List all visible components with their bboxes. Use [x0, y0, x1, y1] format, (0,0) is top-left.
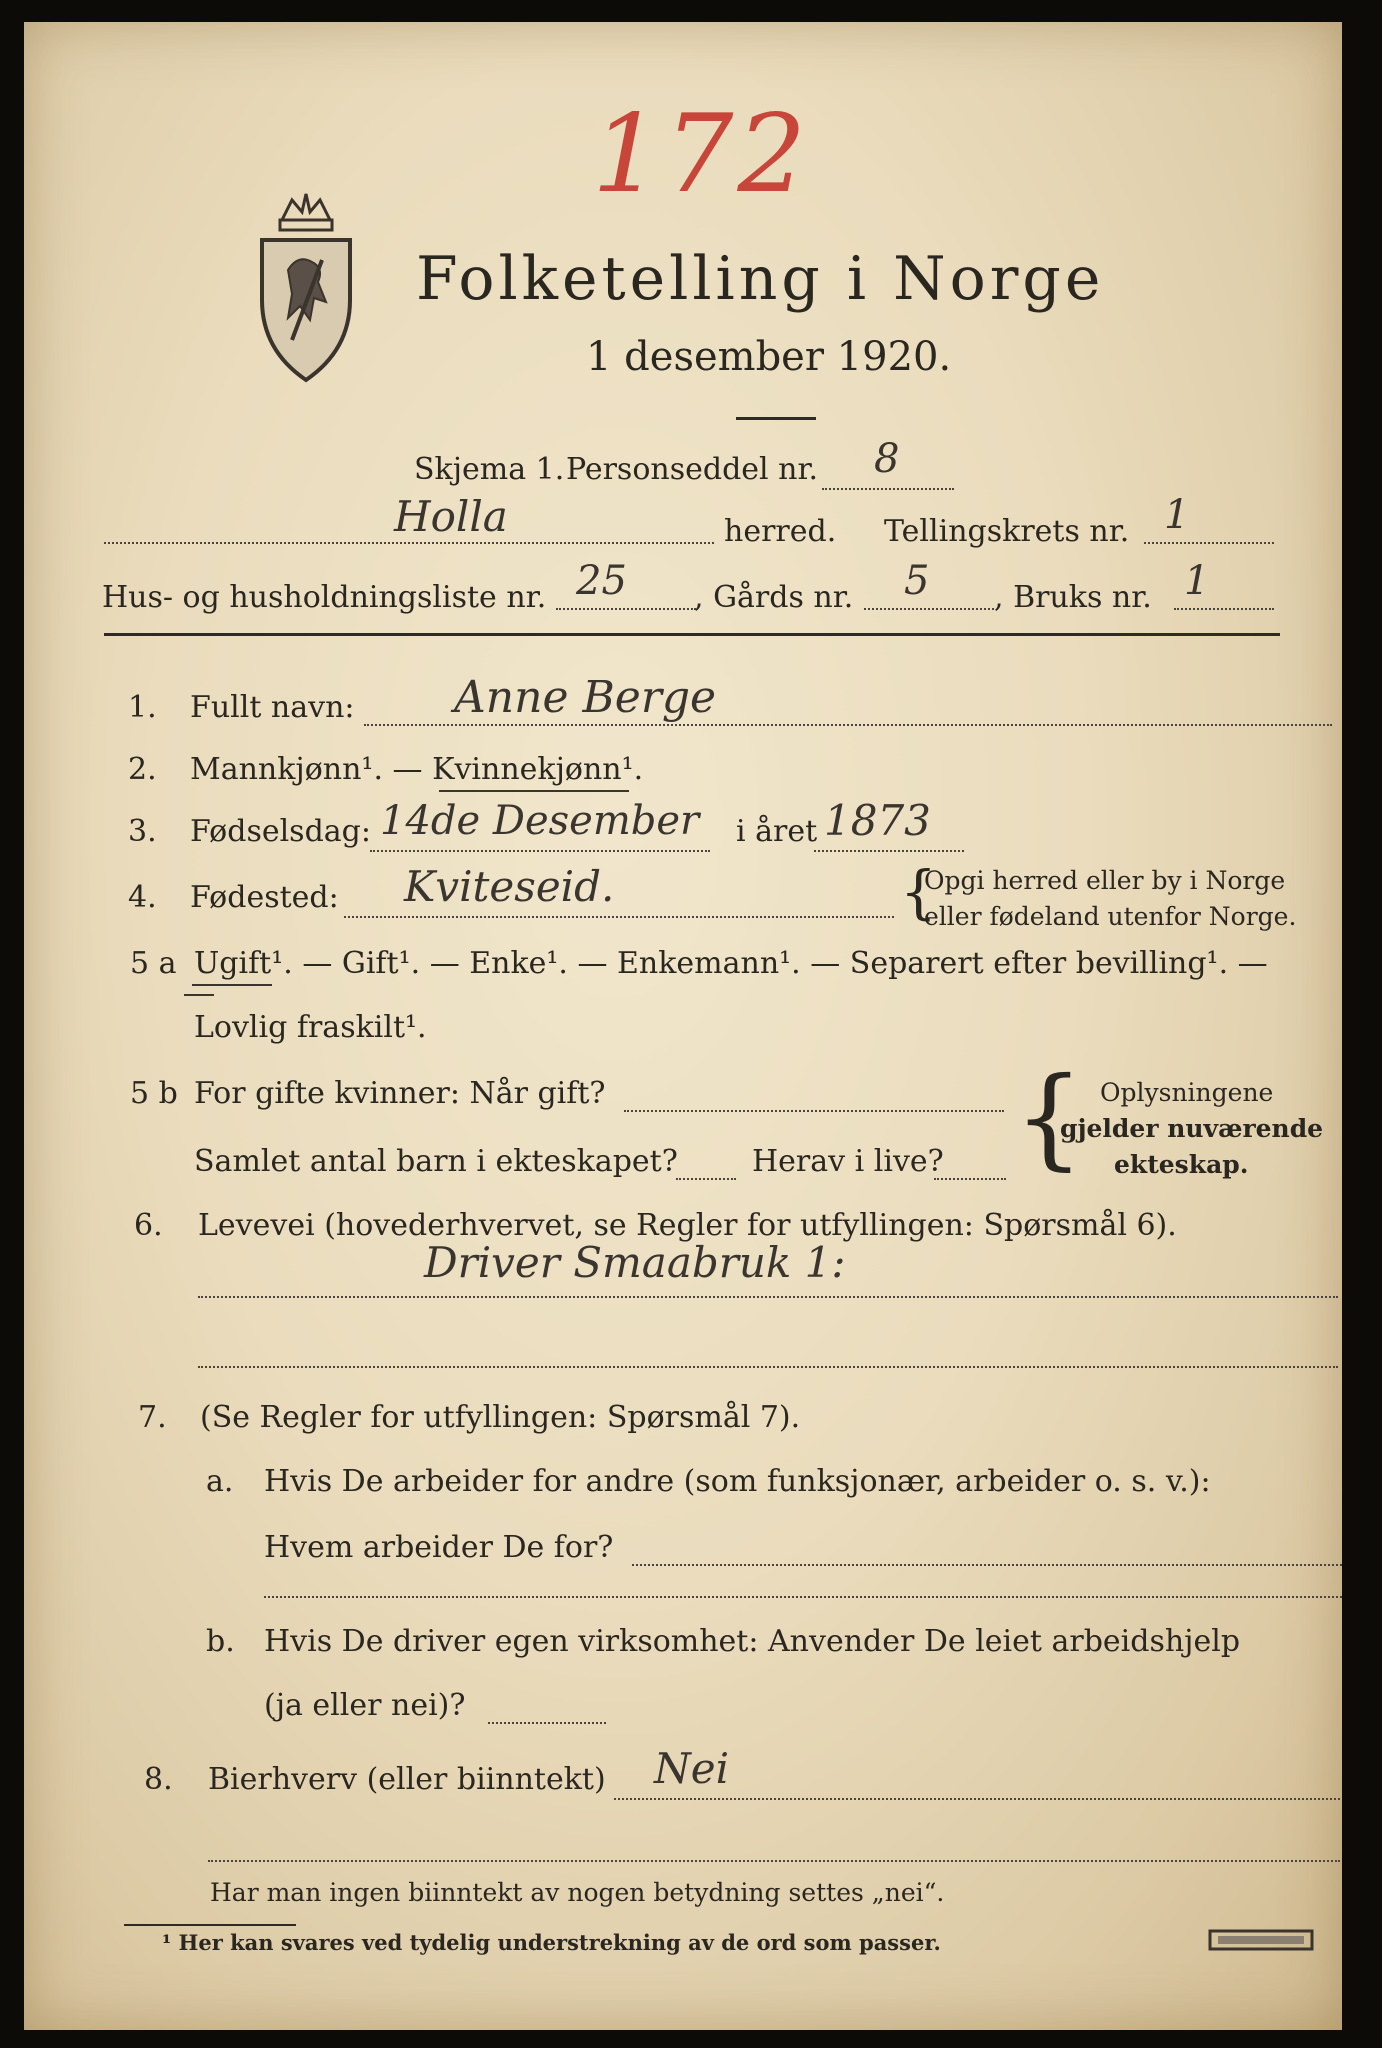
q5b-note-line-3: ekteskap.	[1114, 1150, 1249, 1179]
skjema-label: Skjema 1.	[414, 452, 565, 487]
hus-field-line	[556, 608, 696, 610]
header-double-rule-top	[104, 633, 1280, 636]
q7a-sub-label: Hvem arbeider De for?	[264, 1530, 614, 1565]
q8-label: Bierhverv (eller biinntekt)	[208, 1762, 606, 1797]
q3-year-field-line	[814, 850, 964, 852]
q4-field-line	[344, 916, 894, 918]
printer-mark-icon	[1208, 1928, 1314, 1952]
form-title: Folketelling i Norge	[416, 244, 1105, 314]
q6-number: 6.	[134, 1208, 163, 1243]
q3-value-birthday: 14de Desember	[380, 798, 700, 844]
gards-field-line	[864, 608, 994, 610]
q5b-label-when-married: For gifte kvinner: Når gift?	[194, 1076, 606, 1111]
q7b-letter: b.	[206, 1624, 235, 1659]
q8-field-line-2	[208, 1860, 1340, 1862]
q1-label: Fullt navn:	[190, 690, 355, 725]
q4-note-line-2: eller fødeland utenfor Norge.	[924, 902, 1297, 931]
q4-label: Fødested:	[190, 880, 339, 915]
q3-year-label: i året	[736, 814, 818, 849]
q3-field-line	[370, 850, 710, 852]
bruks-label: , Bruks nr.	[994, 580, 1152, 615]
q2-underline-kvinnekjonn	[439, 790, 629, 792]
q5b-note-brace: {	[1014, 1053, 1084, 1181]
gards-label: , Gårds nr.	[694, 580, 854, 615]
q7a-field-line-1	[632, 1564, 1342, 1566]
title-divider	[736, 417, 816, 420]
q5a-underline-ugift	[192, 984, 272, 986]
q7-label: (Se Regler for utfyllingen: Spørsmål 7).	[200, 1400, 801, 1435]
herred-value: Holla	[394, 492, 508, 541]
q1-number: 1.	[128, 690, 157, 725]
q5a-marital-options-line-2: Lovlig fraskilt¹.	[194, 1010, 427, 1045]
q3-year-value: 1873	[824, 796, 931, 845]
q7b-field-line	[488, 1722, 606, 1724]
q5b-label-children-total: Samlet antal barn i ekteskapet?	[194, 1144, 678, 1179]
q8-field-line	[614, 1798, 1340, 1800]
footnote-divider	[124, 1924, 296, 1926]
q6-value-occupation: Driver Smaabruk 1:	[424, 1238, 846, 1287]
q2-label-gender: Mannkjønn¹. — Kvinnekjønn¹.	[190, 752, 644, 787]
q7a-label: Hvis De arbeider for andre (som funksjonær, arbeider o. s. v.):	[264, 1464, 1211, 1499]
q5a-marital-options: Ugift¹. — Gift¹. — Enke¹. — Enkemann¹. — Separert efter bevilling¹. —	[194, 946, 1268, 981]
q4-value-birthplace: Kviteseid.	[404, 862, 615, 911]
bruks-value: 1	[1184, 558, 1210, 604]
herred-field-line	[104, 542, 714, 544]
q7a-field-line-2	[264, 1596, 1342, 1598]
q8-value: Nei	[654, 1744, 730, 1793]
gards-value: 5	[904, 558, 930, 604]
q8-number: 8.	[144, 1762, 173, 1797]
q1-value-full-name: Anne Berge	[454, 672, 717, 723]
q5b-note-line-1: Oplysningene	[1100, 1078, 1274, 1107]
hus-label: Hus- og husholdningsliste nr.	[102, 580, 547, 615]
biinntekt-note: Har man ingen biinntekt av nogen betydning settes „nei“.	[210, 1878, 945, 1907]
q4-number: 4.	[128, 880, 157, 915]
q5b-label-children-alive: Herav i live?	[752, 1144, 944, 1179]
q6-field-line-1	[198, 1296, 1338, 1298]
archive-number-stamp: 172	[592, 92, 811, 217]
census-form-sheet	[24, 22, 1342, 2030]
tellingskrets-value: 1	[1164, 492, 1190, 538]
q6-field-line-2	[198, 1366, 1338, 1368]
census-date: 1 desember 1920.	[586, 334, 952, 380]
q2-number: 2.	[128, 752, 157, 787]
q1-field-line	[364, 724, 1332, 726]
q4-note-brace: {	[900, 858, 937, 926]
footnote-text: ¹ Her kan svares ved tydelig understrekning av de ord som passer.	[162, 1930, 941, 1955]
personseddel-value: 8	[874, 436, 900, 482]
q5a-number: 5 a	[130, 946, 177, 981]
q5b-when-married-field-line	[624, 1110, 1004, 1112]
q4-note-line-1: Opgi herred eller by i Norge	[924, 866, 1286, 895]
q7-number: 7.	[138, 1400, 167, 1435]
q5b-number: 5 b	[130, 1076, 178, 1111]
q7b-label: Hvis De driver egen virksomhet: Anvender De leiet arbeidshjelp	[264, 1624, 1241, 1659]
q5b-children-total-field-line	[676, 1178, 736, 1180]
personseddel-label: Personseddel nr.	[566, 452, 819, 487]
hus-value: 25	[576, 558, 627, 604]
tellingskrets-label: Tellingskrets nr.	[884, 514, 1130, 549]
tellingskrets-field-line	[1144, 542, 1274, 544]
q7a-letter: a.	[206, 1464, 234, 1499]
q6-label-occupation: Levevei (hovederhvervet, se Regler for utfyllingen: Spørsmål 6).	[198, 1208, 1177, 1243]
bruks-field-line	[1174, 608, 1274, 610]
q5b-children-alive-field-line	[934, 1178, 1006, 1180]
q3-label: Fødselsdag:	[190, 814, 371, 849]
personseddel-field-line	[822, 488, 954, 490]
q3-number: 3.	[128, 814, 157, 849]
norwegian-coat-of-arms-icon	[252, 190, 360, 390]
herred-label: herred.	[724, 514, 837, 549]
q7b-sub-label: (ja eller nei)?	[264, 1688, 466, 1723]
q5b-note-line-2: gjelder nuværende	[1060, 1114, 1324, 1143]
q5a-underline-continuation	[184, 994, 214, 996]
